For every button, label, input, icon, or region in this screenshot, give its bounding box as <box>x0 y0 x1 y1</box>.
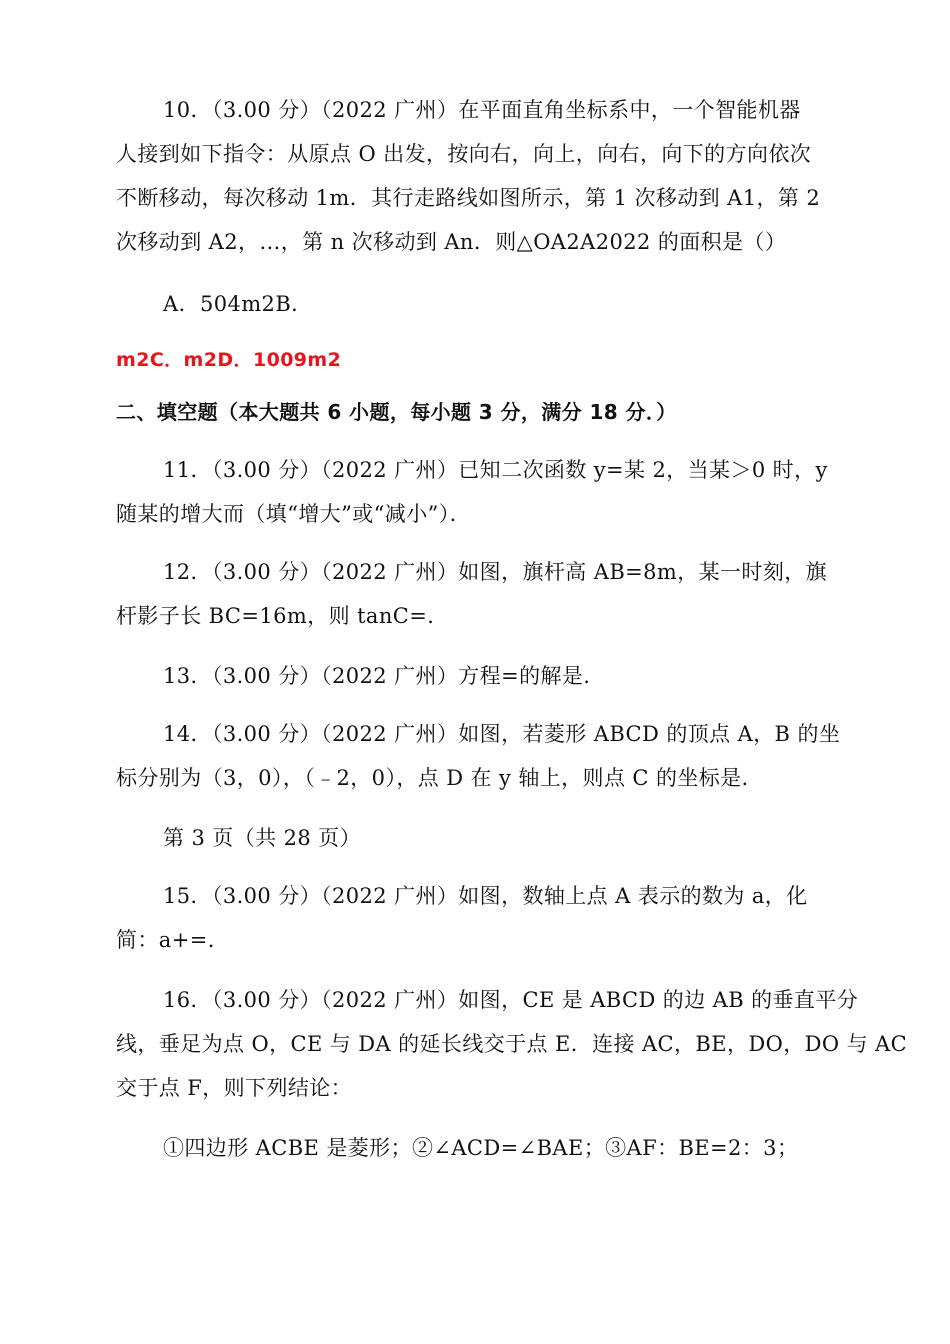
q10-options-cd: m2C．m2D．1009m2 <box>116 349 342 371</box>
q12-line-2: 杆影子长 BC=16m，则 tanC=. <box>116 604 435 628</box>
q10-line-3: 不断移动，每次移动 1m．其行走路线如图所示，第 1 次移动到 A1，第 2 <box>116 186 821 210</box>
q16-line-2: 线，垂足为点 O，CE 与 DA 的延长线交于点 E．连接 AC，BE，DO，DO 与 AC <box>116 1032 908 1056</box>
q16-line-1: 16．（3.00 分）（2022 广州）如图，CE 是 ABCD 的边 AB 的垂直平分 <box>163 988 859 1012</box>
q10-options-ab: A．504m2B． <box>163 292 313 316</box>
q10-line-4: 次移动到 A2，…，第 n 次移动到 An．则△OA2A2022 的面积是（） <box>116 230 787 254</box>
q13-line-1: 13．（3.00 分）（2022 广州）方程=的解是. <box>163 664 591 688</box>
q11-line-2: 随某的增大而（填“增大”或“减小”）． <box>116 502 472 526</box>
page-number-footer: 第 3 页（共 28 页） <box>163 826 361 850</box>
q14-line-1: 14．（3.00 分）（2022 广州）如图，若菱形 ABCD 的顶点 A，B 的坐 <box>163 722 841 746</box>
q14-line-2: 标分别为（3，0），（﹣2，0），点 D 在 y 轴上，则点 C 的坐标是. <box>116 766 749 790</box>
q10-line-1: 10．（3.00 分）（2022 广州）在平面直角坐标系中，一个智能机器 <box>163 98 801 122</box>
q15-line-2: 简：a+=. <box>116 928 215 952</box>
q15-line-1: 15．（3.00 分）（2022 广州）如图，数轴上点 A 表示的数为 a，化 <box>163 884 808 908</box>
q10-line-2: 人接到如下指令：从原点 O 出发，按向右，向上，向右，向下的方向依次 <box>116 142 812 166</box>
q12-line-1: 12．（3.00 分）（2022 广州）如图，旗杆高 AB=8m，某一时刻，旗 <box>163 560 828 584</box>
section-2-heading: 二、填空题（本大题共 6 小题，每小题 3 分，满分 18 分．） <box>116 400 677 424</box>
q16-line-4: ①四边形 ACBE 是菱形；②∠ACD=∠BAE；③AF：BE=2：3； <box>163 1136 799 1160</box>
q11-line-1: 11．（3.00 分）（2022 广州）已知二次函数 y=某 2，当某＞0 时，y <box>163 458 828 482</box>
q16-line-3: 交于点 F，则下列结论： <box>116 1076 353 1100</box>
